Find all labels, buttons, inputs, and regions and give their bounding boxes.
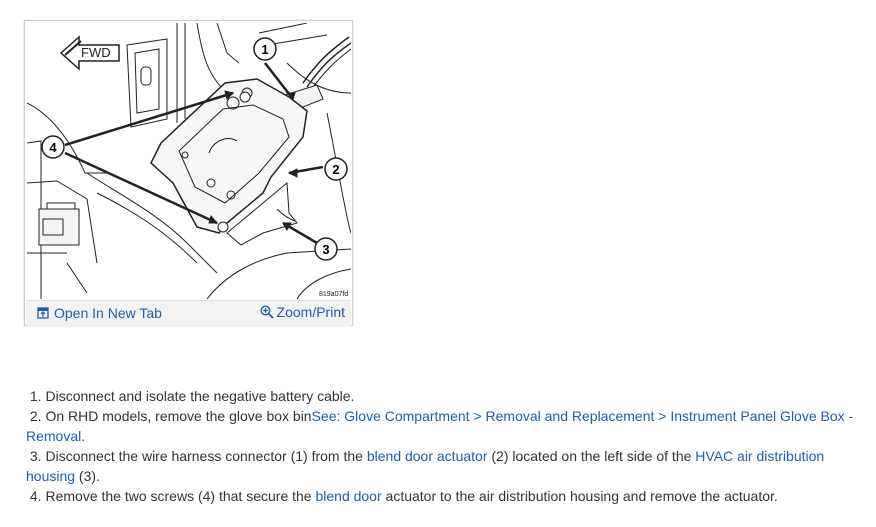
step-number: 2. <box>29 408 42 424</box>
blend-door-actuator-diagram[interactable] <box>27 23 351 299</box>
fwd-label: FWD <box>81 45 111 60</box>
step-1 <box>26 386 856 406</box>
zoom-print-link[interactable] <box>260 304 345 320</box>
diagram-svg <box>27 23 351 299</box>
fwd-arrow <box>61 37 119 69</box>
step-text: (3). <box>75 468 100 484</box>
svg-text:2: 2 <box>332 162 340 177</box>
callout-3 <box>315 238 337 260</box>
figure-id: 819a07fd <box>319 291 349 298</box>
step-text: (2) located on the left side of the <box>487 448 696 464</box>
step-2 <box>26 406 856 446</box>
svg-text:4: 4 <box>49 140 57 155</box>
step-text: Disconnect and isolate the negative battery cable. <box>45 388 355 404</box>
glove-box-removal-link[interactable]: See: Glove Compartment > Removal and Replacement > Instrument Panel Glove Box - Removal <box>26 408 854 444</box>
zoom-print-label: Zoom/Print <box>276 304 345 320</box>
callout-4 <box>42 136 64 158</box>
step-text: Remove the two screws (4) that secure the <box>45 488 316 504</box>
step-3 <box>26 446 856 486</box>
figure-frame <box>24 20 353 326</box>
blend-door-link[interactable]: blend door <box>315 488 382 504</box>
step-text: Disconnect the wire harness connector (1) from the <box>45 448 367 464</box>
step-number: 1. <box>29 388 42 404</box>
hvac-housing-link[interactable]: HVAC air distribution housing <box>26 448 825 484</box>
procedure-steps <box>26 386 856 506</box>
step-number: 3. <box>29 448 42 464</box>
svg-text:3: 3 <box>322 242 330 257</box>
screw-lower <box>218 222 228 232</box>
figure-toolbar <box>26 300 351 326</box>
callout-2 <box>325 158 347 180</box>
open-new-tab-icon <box>37 307 49 319</box>
step-number: 4. <box>29 488 42 504</box>
open-new-tab-label: Open In New Tab <box>54 305 162 321</box>
open-new-tab-link[interactable] <box>37 305 162 321</box>
magnifier-plus-icon <box>260 305 274 319</box>
callout-1 <box>254 38 276 60</box>
blend-door-actuator-link[interactable]: blend door actuator <box>366 448 488 464</box>
step-text: On RHD models, remove the glove box bin <box>45 408 312 424</box>
svg-text:1: 1 <box>261 42 269 57</box>
screw-upper <box>240 92 250 102</box>
step-text: . <box>81 428 86 444</box>
step-4 <box>26 486 856 506</box>
step-text: actuator to the air distribution housing and remove the actuator. <box>381 488 778 504</box>
